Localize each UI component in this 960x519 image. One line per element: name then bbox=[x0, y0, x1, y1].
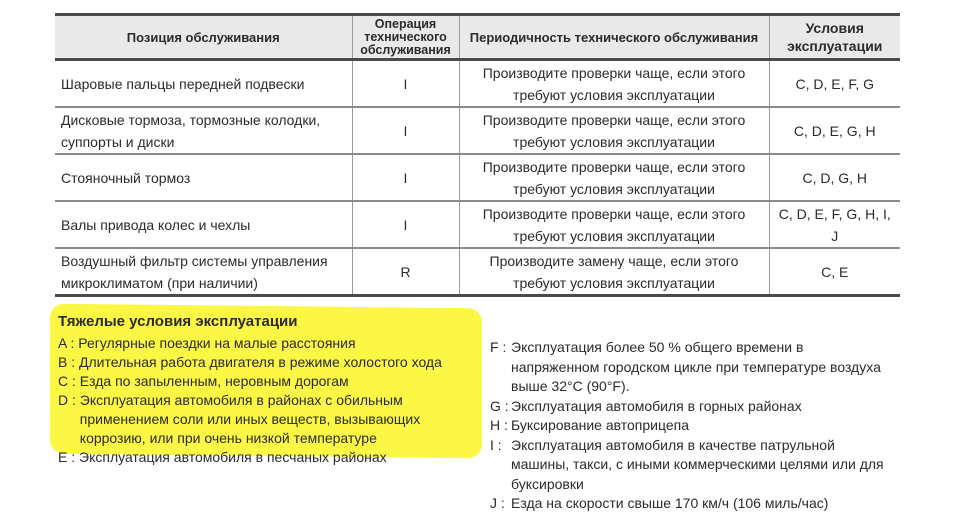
condition-text: Эксплуатация более 50 % общего времени в напряженном городском цикле при температуре воздуха выше 32°C (90°F). bbox=[511, 339, 881, 394]
condition-code: J : bbox=[490, 495, 505, 511]
condition-item-i bbox=[490, 436, 930, 495]
severe-conditions-list-left bbox=[58, 312, 498, 467]
condition-text: Регулярные поездки на малые расстояния bbox=[78, 335, 356, 351]
cell-item: Дисковые тормоза, тормозные колодки, суппорты и диски bbox=[55, 107, 352, 154]
header-service-item: Позиция обслуживания bbox=[55, 15, 352, 60]
table-row bbox=[55, 107, 900, 154]
condition-code: C : bbox=[58, 373, 80, 389]
condition-item-j bbox=[490, 494, 930, 514]
condition-text: Эксплуатация автомобиля в песчаных районах bbox=[79, 449, 387, 465]
condition-item-h bbox=[490, 416, 930, 436]
maintenance-table bbox=[55, 13, 900, 297]
condition-text: Эксплуатация автомобиля в районах с обильным применением соли или иных веществ, вызывающих коррозию, или при очень низкой температуре bbox=[79, 392, 421, 446]
condition-text: Эксплуатация автомобиля в горных районах bbox=[511, 397, 802, 414]
condition-item-d bbox=[58, 391, 498, 448]
condition-code: A : bbox=[58, 335, 79, 351]
cell-conditions: C, E bbox=[769, 248, 900, 296]
cell-operation: I bbox=[352, 154, 459, 201]
condition-item-e bbox=[58, 448, 498, 467]
cell-item: Валы привода колес и чехлы bbox=[55, 201, 352, 248]
cell-item: Воздушный фильтр системы управления микроклиматом (при наличии) bbox=[55, 248, 352, 296]
cell-period: Производите проверки чаще, если этого требуют условия эксплуатации bbox=[459, 201, 769, 248]
condition-item-g bbox=[490, 397, 930, 417]
cell-period: Производите проверки чаще, если этого требуют условия эксплуатации bbox=[459, 154, 769, 201]
condition-code: I : bbox=[490, 436, 502, 453]
cell-period: Производите замену чаще, если этого требуют условия эксплуатации bbox=[459, 248, 769, 296]
cell-conditions: C, D, E, F, G, H, I, J bbox=[769, 201, 900, 248]
cell-operation: I bbox=[352, 201, 459, 248]
condition-code: D : bbox=[58, 392, 80, 408]
cell-operation: R bbox=[352, 248, 459, 296]
cell-period: Производите проверки чаще, если этого требуют условия эксплуатации bbox=[459, 107, 769, 154]
condition-code: H : bbox=[490, 417, 508, 433]
condition-text: Езда на скорости свыше 170 км/ч (106 миль/час) bbox=[511, 495, 829, 511]
condition-text: Езда по запыленным, неровным дорогам bbox=[79, 373, 349, 389]
cell-period: Производите проверки чаще, если этого требуют условия эксплуатации bbox=[459, 60, 769, 108]
cell-item: Шаровые пальцы передней подвески bbox=[55, 60, 352, 108]
cell-item: Стояночный тормоз bbox=[55, 154, 352, 201]
severe-conditions-list-right bbox=[490, 338, 930, 514]
cell-operation: I bbox=[352, 60, 459, 108]
condition-item-f bbox=[490, 338, 930, 397]
table-row bbox=[55, 60, 900, 108]
severe-conditions-title: Тяжелые условия эксплуатации bbox=[58, 313, 298, 330]
table-header-row bbox=[55, 15, 900, 60]
table-row bbox=[55, 248, 900, 296]
cell-operation: I bbox=[352, 107, 459, 154]
condition-code: G : bbox=[490, 397, 509, 414]
table-row bbox=[55, 154, 900, 201]
header-conditions: Условия эксплуатации bbox=[769, 15, 900, 60]
table-row bbox=[55, 201, 900, 248]
condition-code: F : bbox=[490, 339, 507, 355]
condition-item-a bbox=[58, 334, 498, 353]
condition-item-c bbox=[58, 372, 498, 391]
condition-text: Эксплуатация автомобиля в качестве патрульной машины, такси, с иными коммерческими целями или для буксировки bbox=[511, 436, 884, 492]
cell-conditions: C, D, G, H bbox=[769, 154, 900, 201]
header-operation: Операция технического обслуживания bbox=[352, 15, 459, 60]
condition-code: B : bbox=[58, 354, 80, 370]
condition-code: E : bbox=[58, 449, 80, 465]
cell-conditions: C, D, E, G, H bbox=[769, 107, 900, 154]
condition-item-b bbox=[58, 353, 498, 372]
cell-conditions: C, D, E, F, G bbox=[769, 60, 900, 108]
header-period: Периодичность технического обслуживания bbox=[459, 15, 769, 60]
condition-text: Буксирование автоприцепа bbox=[511, 417, 690, 433]
condition-text: Длительная работа двигателя в режиме холостого хода bbox=[79, 354, 442, 370]
